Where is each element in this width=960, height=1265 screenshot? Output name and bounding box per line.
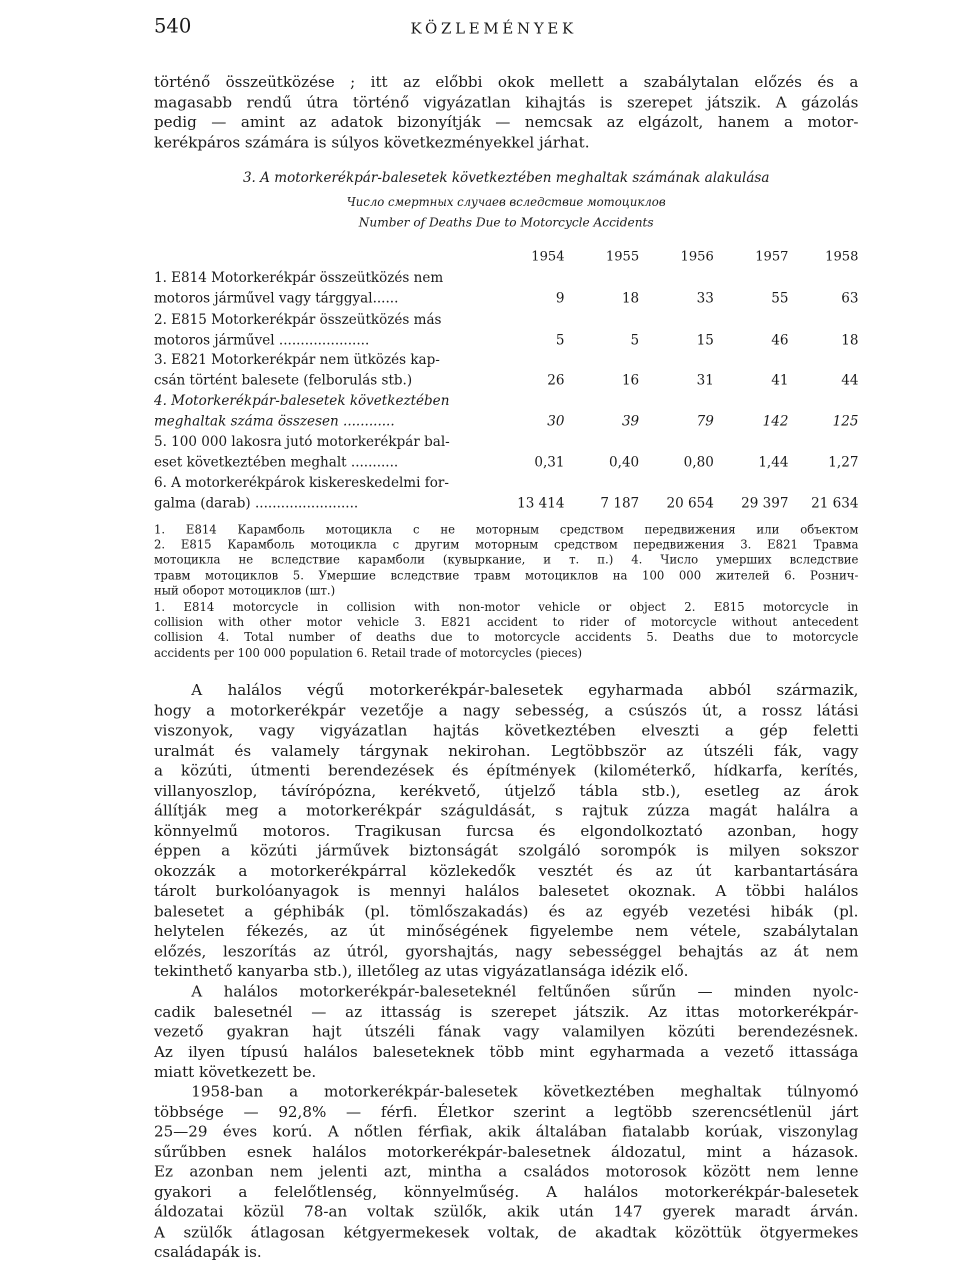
text-line: Ez azonban nem jelenti azt, mintha a családos motorosok között nem lenne: [153, 1162, 859, 1181]
table-cell: 1,44: [758, 455, 789, 471]
text-line: éppen a közúti járművek biztonságát szolgáló sorompók is milyen sokszor: [153, 841, 859, 860]
year-header: 1958: [825, 249, 859, 265]
table-cell: 0,40: [609, 455, 640, 471]
note-line: 2. E815 Карамболь мотоцикла с другим моторным средством передвижения 3. E821 Травма: [153, 537, 859, 552]
note-line: 1. E814 motorcycle in collision with non-motor vehicle or object 2. E815 motorcycle in: [153, 599, 859, 614]
row-label: 4. Motorkerékpár-balesetek következtében meghaltak száma összesen ............: [153, 393, 450, 430]
table-year-header: [0, 249, 896, 268]
year-header: 1956: [680, 249, 714, 265]
text-line: családapák is.: [153, 1242, 262, 1261]
text-line: áldozatai közül 78-an voltak szülők, akik után 147 gyerek maradt árván.: [153, 1202, 859, 1221]
table-cell: 55: [771, 291, 789, 307]
note-line: травм мотоциклов 5. Умершие вследствие травм мотоциклов на 100 000 жителей 6. Рознич-: [153, 567, 859, 582]
body-paragraph-3: [154, 1081, 858, 1262]
text-line: cadik balesetnél — az ittasság is szerepet játszik. Az ittas motorkerékpár-: [153, 1002, 859, 1021]
text-line: állítják meg a motorkerékpár száguldását, s rajtuk zúzza magát halálra a: [153, 801, 859, 820]
table-cell: 5: [630, 333, 640, 349]
text-line: sűrűbben esnek halálos motorkerékpár-balesetnek áldozatul, mint a házasok.: [153, 1142, 859, 1161]
table-cell: 1,27: [828, 455, 859, 471]
table-cell: 15: [696, 333, 714, 349]
table-cell: 18: [841, 333, 859, 349]
text-line: 1958-ban a motorkerékpár-balesetek következtében meghaltak túlnyomó: [191, 1082, 859, 1101]
note-line: collision 4. Total number of deaths due to motorcycle accidents 5. Deaths due to motorcycle: [153, 630, 859, 645]
note-line: accidents per 100 000 population 6. Retail trade of motorcycles (pieces): [153, 645, 583, 660]
table-cell: 31: [696, 373, 714, 389]
year-header: 1955: [605, 249, 640, 265]
text-line: a közúti, útmenti berendezések és építmények (kilométerkő, hídkarfa, kerítés,: [153, 761, 859, 780]
text-line: történő összeütközése ; itt az előbbi okok mellett a szabálytalan előzés és a: [153, 72, 859, 91]
table-cell: 0,31: [534, 455, 565, 471]
table-cell: 9: [555, 291, 565, 307]
table-cell: 7 187: [600, 496, 640, 512]
text-line: okozzák a motorkerékpárral közlekedők vesztét és az út karbantartására: [153, 861, 859, 880]
table-cell: 18: [621, 291, 640, 307]
text-line: előzés, leszorítás az útról, gyorshajtás, nagy sebességgel behajtás az át nem: [153, 941, 859, 960]
note-line: collision with other motor vehicle 3. E821 accident to rider of motorcycle without antecedent: [153, 615, 859, 630]
table-title-en: Number of Deaths Due to Motorcycle Accidents: [358, 216, 654, 231]
text-line: magasabb rendű útra történő vigyázatlan kihajtás is szerepet játszik. A gázolás: [153, 92, 859, 111]
row-label: 6. A motorkerékpárok kiskereskedelmi for- galma (darab) ........................: [153, 475, 449, 512]
running-head: KÖZLEMÉNYEK: [410, 19, 577, 38]
text-line: A halálos motorkerékpár-baleseteknél feltűnően sűrűn — minden nyolc-: [191, 982, 859, 1001]
text-line: villanyoszlop, távírópózna, kerékvető, útjelző tábla stb.), esetleg az árok: [153, 781, 859, 800]
text-line: tárolt burkolóanyagok is mennyi halálos balesetet okoznak. A többi halálos: [153, 881, 859, 900]
row-label: 5. 100 000 lakosra jutó motorkerékpár bal- eset következtében meghalt ...........: [153, 434, 450, 471]
row-label: 3. E821 Motorkerékpár nem ütközés kap- csán történt balesete (felborulás stb.): [153, 352, 440, 389]
table-title-hu: 3. A motorkerékpár-balesetek következtében meghaltak számának alakulása: [242, 170, 770, 186]
page-header: [154, 15, 858, 43]
table-cell: 41: [771, 373, 789, 389]
note-line: 1. E814 Карамболь мотоцикла с не моторным средством передвижения или объектом: [153, 522, 859, 537]
text-line: pedig — amint az adatok bizonyítják — nemcsak az elgázolt, hanem a motor-: [153, 112, 859, 131]
text-line: könnyelmű motoros. Tragikusan furcsa és elgondolkoztató azonban, hogy: [153, 821, 859, 840]
table-cell: 16: [621, 373, 640, 389]
year-header: 1957: [755, 249, 789, 265]
table-cell: 20 654: [666, 496, 714, 512]
intro-paragraph: [154, 72, 858, 152]
table-cell: 44: [841, 373, 859, 389]
text-line: A szülők átlagosan kétgyermekesek voltak, de akadtak közöttük ötgyermekes: [153, 1222, 859, 1241]
table-cell: 79: [696, 414, 714, 430]
table-notes-ru: [154, 523, 858, 599]
year-header: 1954: [531, 249, 565, 265]
table-cell: 29 397: [741, 496, 789, 512]
text-line: gyakori a felelőtlenség, könnyelműség. A halálos motorkerékpár-balesetek: [153, 1182, 859, 1201]
text-line: A halálos végű motorkerékpár-balesetek egyharmada abból származik,: [191, 681, 859, 699]
table-cell: 13 414: [517, 496, 565, 512]
text-line: vezető gyakran hajt útszéli fának vagy valamilyen közúti berendezésnek.: [153, 1022, 859, 1041]
note-line: ный оборот мотоциклов (шт.): [153, 583, 336, 598]
table-cell: 142: [762, 414, 789, 430]
text-line: hogy a motorkerékpár vezetője a nagy sebesség, a csúszós út, a rossz látási: [153, 701, 859, 719]
text-line: kerékpáros számára is súlyos következményekkel járhat.: [153, 132, 590, 151]
table-cell: 26: [547, 373, 565, 389]
table-cell: 125: [832, 414, 859, 430]
table-title-ru: Число смертных случаев вследствие мотоциклов: [346, 195, 666, 210]
table-notes-en: [154, 600, 858, 660]
text-line: balesetet a géphibák (pl. tömlőszakadás) és az egyéb vezetési hibák (pl.: [153, 901, 859, 920]
table-cell: 21 634: [811, 496, 859, 512]
text-line: uralmát és valamely tárgynak nekirohan. Legtöbbször az útszéli fák, vagy: [153, 741, 859, 760]
body-paragraph-1: [154, 680, 858, 981]
table-cell: 33: [696, 291, 714, 307]
text-line: miatt következett be.: [153, 1062, 317, 1081]
row-label: 2. E815 Motorkerékpár összeütközés más motoros járművel .....................: [153, 312, 442, 349]
text-line: többsége — 92,8% — férfi. Életkor szerint a legtöbb szerencsétlenül járt: [153, 1102, 859, 1121]
table-cell: 46: [771, 333, 789, 349]
note-line: мотоцикла не вследствие карамболи (кувыркание, и т. п.) 4. Число умерших вследствие: [153, 552, 859, 567]
text-line: 25—29 éves korú. A nőtlen férfiak, akik általában fiatalabb korúak, viszonylag: [153, 1122, 859, 1141]
table-cell: 0,80: [683, 455, 714, 471]
text-line: helytelen fékezés, az út minőségének figyelembe nem vétele, szabálytalan: [153, 921, 859, 940]
table-cell: 63: [841, 291, 859, 307]
row-label: 1. E814 Motorkerékpár összeütközés nem motoros járművel vagy tárggyal......: [153, 270, 444, 307]
table-cell: 39: [621, 414, 640, 430]
table-cell: 5: [555, 333, 565, 349]
text-line: Az ilyen típusú halálos baleseteknek több mint egyharmada a vezető ittassága: [153, 1042, 859, 1061]
body-paragraph-2: [154, 982, 858, 1082]
text-line: tekinthető kanyarba stb.), illetőleg az utas vigyázatlansága idézik elő.: [153, 962, 689, 980]
page-number: 540: [153, 14, 192, 38]
table-cell: 30: [547, 414, 565, 430]
text-line: viszonyok, vagy vigyázatlan hajtás következtében elveszti a gép feletti: [153, 721, 859, 740]
